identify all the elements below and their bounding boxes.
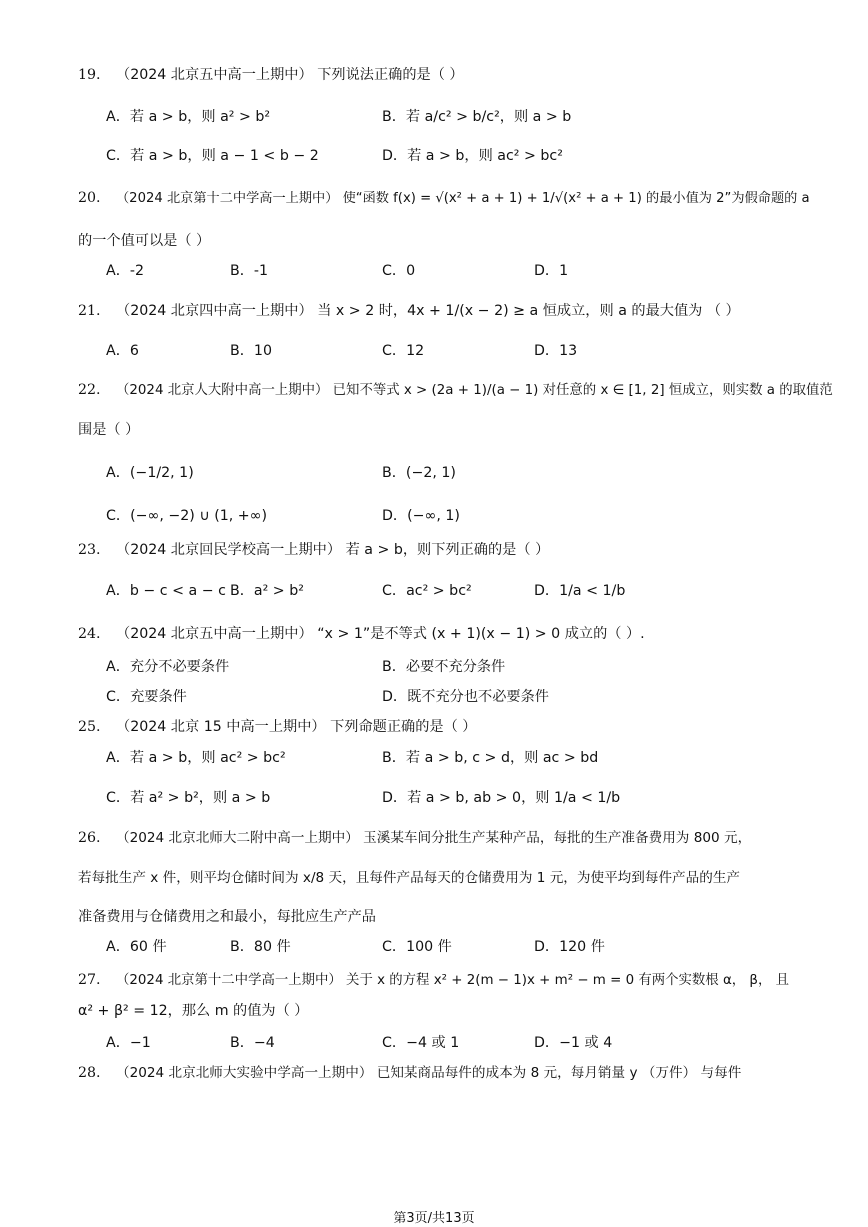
option-c: C．(−∞, −2) ∪ (1, +∞) [106,508,268,524]
option-b: B．10 [230,343,272,359]
option-d: D．既不充分也不必要条件 [382,689,549,705]
option-c: C．若 a > b，则 a − 1 < b − 2 [106,148,319,164]
question-text: （2024 北京四中高一上期中） 当 x > 2 时，4x + 1/(x − 2) ≥ a 恒成立，则 a 的最大值为 （ ） [116,303,740,319]
question-number: 24. [78,626,101,642]
option-d: D．若 a > b，则 ac² > bc² [382,148,563,164]
question-number: 27. [78,972,101,988]
option-c: C．若 a² > b²，则 a > b [106,790,271,806]
question-24 [78,621,798,647]
question-text: （2024 北京北师大实验中学高一上期中） 已知某商品每件的成本为 8 元，每月销量 y （万件） 与每件 [116,1065,742,1081]
option-a: A．若 a > b，则 ac² > bc² [106,750,286,766]
option-b: B．a² > b² [230,583,304,599]
page-footer: 第3页/共13页 [393,1211,475,1226]
option-d: D．(−∞, 1) [382,508,460,524]
option-c: C．0 [382,263,416,279]
question-number: 28. [78,1065,101,1081]
question-text: （2024 北京北师大二附中高一上期中） 玉溪某车间分批生产某种产品，每批的生产准备费用为 800 元， [116,830,752,846]
question-26 [78,825,798,851]
question-number: 22. [78,382,101,398]
option-a: A．−1 [106,1035,151,1051]
question-22 [78,377,833,404]
question-27 [78,967,798,994]
question-text: （2024 北京回民学校高一上期中） 若 a > b，则下列正确的是（ ） [116,542,550,558]
question-continuation: 围是（ ） [78,422,140,438]
option-d: D．120 件 [534,939,605,955]
question-text: （2024 北京第十二中学高一上期中） 使“函数 f(x) = √(x² + a + 1) + 1/√(x² + a + 1) 的最小值为 2”为假命题的 a [116,191,810,206]
option-c: C．充要条件 [106,689,187,705]
question-text: （2024 北京 15 中高一上期中） 下列命题正确的是（ ） [116,719,477,735]
question-continuation: 准备费用与仓储费用之和最小，每批应生产产品 [78,909,376,925]
option-b: B．(−2, 1) [382,465,456,481]
question-23 [78,537,798,563]
option-b: B．必要不充分条件 [382,659,506,675]
option-a: A．(−1/2, 1) [106,465,194,481]
option-b: B．若 a > b, c > d，则 ac > bd [382,750,599,766]
question-number: 23. [78,542,101,558]
option-c: C．ac² > bc² [382,583,472,599]
question-number: 21. [78,303,101,319]
question-continuation: α² + β² = 12，那么 m 的值为（ ） [78,1003,309,1019]
option-d: D．1/a < 1/b [534,583,626,599]
option-c: C．−4 或 1 [382,1035,460,1051]
question-20 [78,185,810,212]
option-a: A．-2 [106,263,145,279]
question-28 [78,1060,798,1086]
question-text: （2024 北京人大附中高一上期中） 已知不等式 x > (2a + 1)/(a − 1) 对任意的 x ∈ [1, 2] 恒成立，则实数 a 的取值范 [116,383,833,398]
option-a: A．b − c < a − c [106,583,226,599]
option-b: B．−4 [230,1035,275,1051]
question-number: 19. [78,67,101,83]
question-number: 26. [78,830,101,846]
option-a: A．充分不必要条件 [106,659,230,675]
option-d: D．−1 或 4 [534,1035,613,1051]
option-a: A．6 [106,343,139,359]
option-b: B．若 a/c² > b/c²，则 a > b [382,109,572,125]
option-c: C．100 件 [382,939,452,955]
option-b: B．-1 [230,263,269,279]
question-continuation: 的一个值可以是（ ） [78,233,211,249]
question-text: （2024 北京五中高一上期中） 下列说法正确的是（ ） [116,67,464,83]
question-number: 25. [78,719,101,735]
option-d: D．13 [534,343,578,359]
question-continuation: 若每批生产 x 件，则平均仓储时间为 x/8 天，且每件产品每天的仓储费用为 1 元，为使平均到每件产品的生产 [78,870,741,886]
question-number: 20. [78,190,101,206]
question-text: （2024 北京五中高一上期中） “x > 1”是不等式 (x + 1)(x − 1) > 0 成立的（ ）. [116,626,645,642]
option-d: D．1 [534,263,569,279]
question-25 [78,714,798,740]
question-19 [78,62,798,88]
question-21 [78,298,798,324]
option-a: A．60 件 [106,939,167,955]
option-d: D．若 a > b, ab > 0，则 1/a < 1/b [382,790,621,806]
option-c: C．12 [382,343,425,359]
option-a: A．若 a > b，则 a² > b² [106,109,271,125]
option-b: B．80 件 [230,939,291,955]
question-text: （2024 北京第十二中学高一上期中） 关于 x 的方程 x² + 2(m − 1)x + m² − m = 0 有两个实数根 α， β， 且 [116,973,790,988]
